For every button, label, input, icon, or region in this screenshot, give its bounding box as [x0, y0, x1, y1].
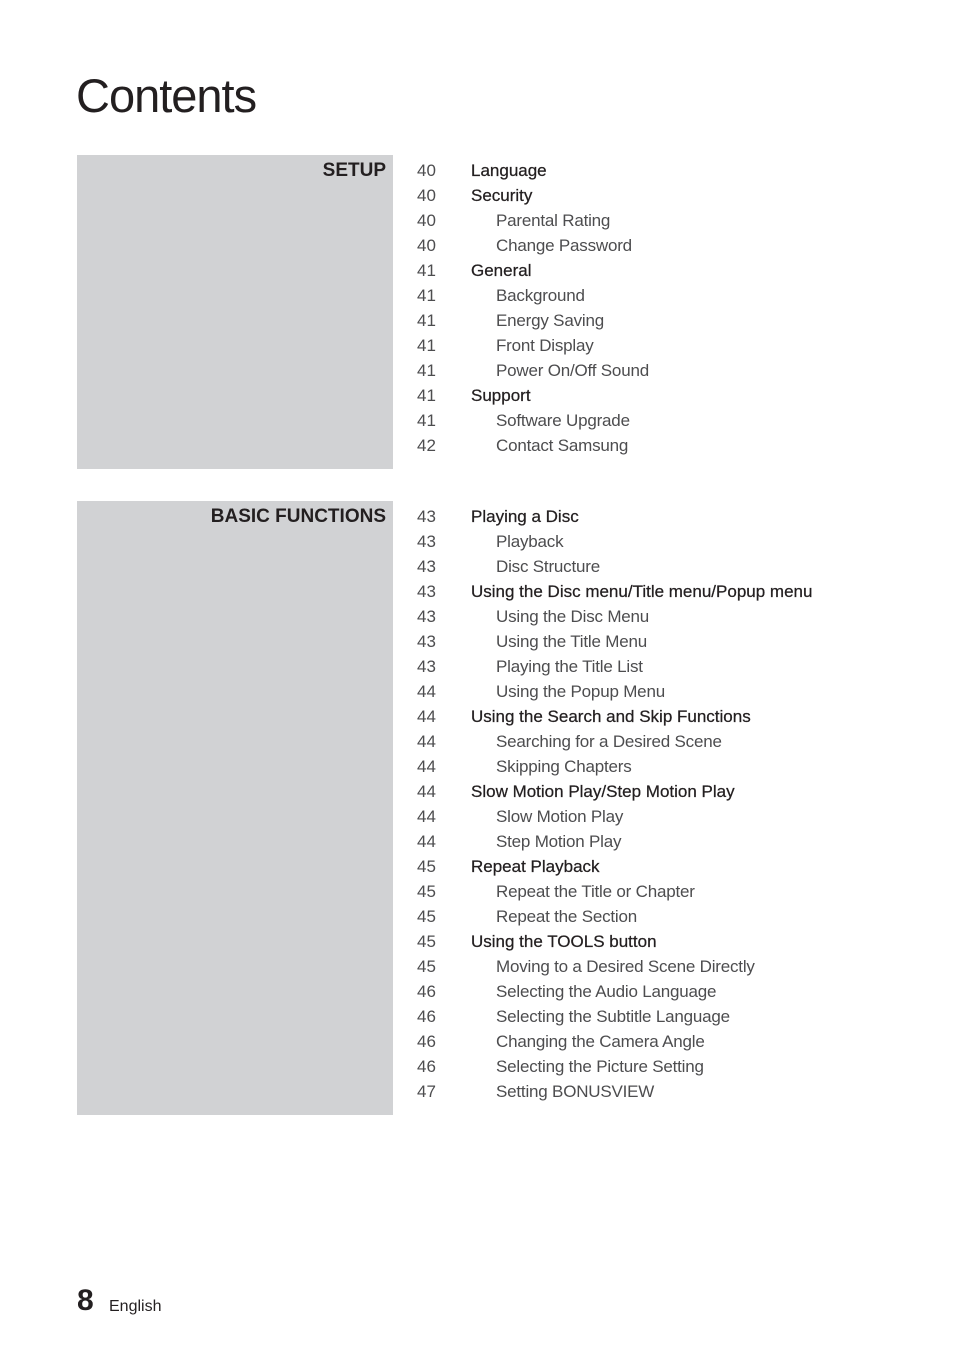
section-heading-box [77, 501, 393, 1115]
toc-page-number: 43 [417, 607, 436, 626]
toc-entry[interactable] [417, 779, 937, 804]
toc-subtopic: Repeat the Title or Chapter [496, 882, 695, 901]
toc-page-number: 45 [417, 907, 436, 926]
toc-subtopic: Moving to a Desired Scene Directly [496, 957, 755, 976]
toc-page-number: 44 [417, 707, 436, 726]
toc-subtopic: Repeat the Section [496, 907, 637, 926]
toc-page-number: 45 [417, 932, 436, 951]
toc-topic: Slow Motion Play/Step Motion Play [471, 782, 735, 801]
page-title: Contents [76, 69, 257, 122]
toc-topic: General [471, 261, 532, 280]
toc-subtopic: Background [496, 286, 585, 305]
toc-subtopic: Changing the Camera Angle [496, 1032, 705, 1051]
toc-subtopic: Slow Motion Play [496, 807, 624, 826]
toc-page-number: 44 [417, 832, 436, 851]
toc-entry[interactable] [417, 1079, 937, 1104]
toc-page-number: 46 [417, 1007, 436, 1026]
toc-subtopic: Step Motion Play [496, 832, 622, 851]
toc-page-number: 44 [417, 757, 436, 776]
page-number: 8 [77, 1284, 94, 1317]
toc-entry[interactable] [417, 529, 937, 554]
toc-entry[interactable] [417, 283, 937, 308]
toc-topic: Using the TOOLS button [471, 932, 657, 951]
toc-entry[interactable] [417, 1029, 937, 1054]
toc-entry[interactable] [417, 604, 937, 629]
toc-entry[interactable] [417, 1004, 937, 1029]
toc-entry[interactable] [417, 504, 937, 529]
toc-entry[interactable] [417, 679, 937, 704]
toc-page-number: 45 [417, 857, 436, 876]
footer-language: English [109, 1298, 162, 1315]
toc-page-number: 43 [417, 632, 436, 651]
toc-page-number: 45 [417, 882, 436, 901]
toc-page-number: 43 [417, 557, 436, 576]
toc-entry[interactable] [417, 408, 937, 433]
toc-entry[interactable] [417, 829, 937, 854]
toc-subtopic: Software Upgrade [496, 411, 630, 430]
toc-subtopic: Disc Structure [496, 557, 600, 576]
toc-page-number: 46 [417, 982, 436, 1001]
toc-subtopic: Playing the Title List [496, 657, 643, 676]
toc-entry[interactable] [417, 629, 937, 654]
toc-page-number: 41 [417, 411, 436, 430]
toc-topic: Playing a Disc [471, 507, 579, 526]
toc-subtopic: Using the Popup Menu [496, 682, 665, 701]
toc-entry[interactable] [417, 879, 937, 904]
toc-entry[interactable] [417, 854, 937, 879]
toc-subtopic: Selecting the Subtitle Language [496, 1007, 730, 1026]
toc-subtopic: Change Password [496, 236, 632, 255]
toc-subtopic: Energy Saving [496, 311, 604, 330]
toc-entry[interactable] [417, 579, 937, 604]
toc-entries [417, 504, 937, 1104]
toc-page-number: 43 [417, 507, 436, 526]
toc-subtopic: Setting BONUSVIEW [496, 1082, 655, 1101]
section-label: BASIC FUNCTIONS [210, 506, 386, 527]
toc-subtopic: Using the Title Menu [496, 632, 647, 651]
toc-subtopic: Searching for a Desired Scene [496, 732, 722, 751]
toc-topic: Language [471, 161, 547, 180]
toc-entry[interactable] [417, 433, 937, 458]
toc-page-number: 47 [417, 1082, 436, 1101]
toc-page-number: 41 [417, 311, 436, 330]
toc-page-number: 41 [417, 386, 436, 405]
toc-page-number: 40 [417, 236, 436, 255]
toc-subtopic: Contact Samsung [496, 436, 629, 455]
toc-subtopic: Using the Disc Menu [496, 607, 650, 626]
toc-entry[interactable] [417, 929, 937, 954]
toc-page-number: 46 [417, 1032, 436, 1051]
toc-page-number: 40 [417, 211, 436, 230]
toc-subtopic: Skipping Chapters [496, 757, 632, 776]
toc-page-number: 44 [417, 732, 436, 751]
toc-subtopic: Parental Rating [496, 211, 611, 230]
toc-entry[interactable] [417, 208, 937, 233]
toc-topic: Using the Disc menu/Title menu/Popup menu [471, 582, 813, 601]
toc-page-number: 43 [417, 582, 436, 601]
toc-entry[interactable] [417, 308, 937, 333]
toc-topic: Using the Search and Skip Functions [471, 707, 751, 726]
toc-entry[interactable] [417, 704, 937, 729]
toc-subtopic: Selecting the Audio Language [496, 982, 717, 1001]
toc-page-number: 45 [417, 957, 436, 976]
toc-page-number: 40 [417, 186, 436, 205]
toc-topic: Repeat Playback [471, 857, 600, 876]
toc-page-number: 41 [417, 336, 436, 355]
toc-page-number: 46 [417, 1057, 436, 1076]
toc-subtopic: Playback [496, 532, 564, 551]
toc-entry[interactable] [417, 1054, 937, 1079]
toc-entry[interactable] [417, 754, 937, 779]
toc-entry[interactable] [417, 554, 937, 579]
toc-subtopic: Front Display [496, 336, 594, 355]
toc-topic: Security [471, 186, 533, 205]
toc-entry[interactable] [417, 954, 937, 979]
toc-page-number: 41 [417, 261, 436, 280]
toc-entry[interactable] [417, 979, 937, 1004]
toc-subtopic: Selecting the Picture Setting [496, 1057, 704, 1076]
section-label: SETUP [322, 160, 386, 181]
toc-entry[interactable] [417, 729, 937, 754]
toc-subtopic: Power On/Off Sound [496, 361, 649, 380]
toc-page-number: 42 [417, 436, 436, 455]
toc-topic: Support [471, 386, 531, 405]
toc-page-number: 43 [417, 532, 436, 551]
toc-entry[interactable] [417, 233, 937, 258]
toc-page-number: 44 [417, 807, 436, 826]
toc-page-number: 44 [417, 782, 436, 801]
toc-entry[interactable] [417, 333, 937, 358]
toc-page-number: 44 [417, 682, 436, 701]
toc-page-number: 41 [417, 361, 436, 380]
toc-entry[interactable] [417, 383, 937, 408]
toc-entry[interactable] [417, 183, 937, 208]
toc-entry[interactable] [417, 804, 937, 829]
toc-entry[interactable] [417, 258, 937, 283]
toc-entry[interactable] [417, 158, 937, 183]
toc-entries [417, 158, 937, 458]
toc-page-number: 41 [417, 286, 436, 305]
toc-entry[interactable] [417, 654, 937, 679]
toc-entry[interactable] [417, 358, 937, 383]
section-heading-box [77, 155, 393, 469]
toc-entry[interactable] [417, 904, 937, 929]
toc-page-number: 43 [417, 657, 436, 676]
toc-page-number: 40 [417, 161, 436, 180]
